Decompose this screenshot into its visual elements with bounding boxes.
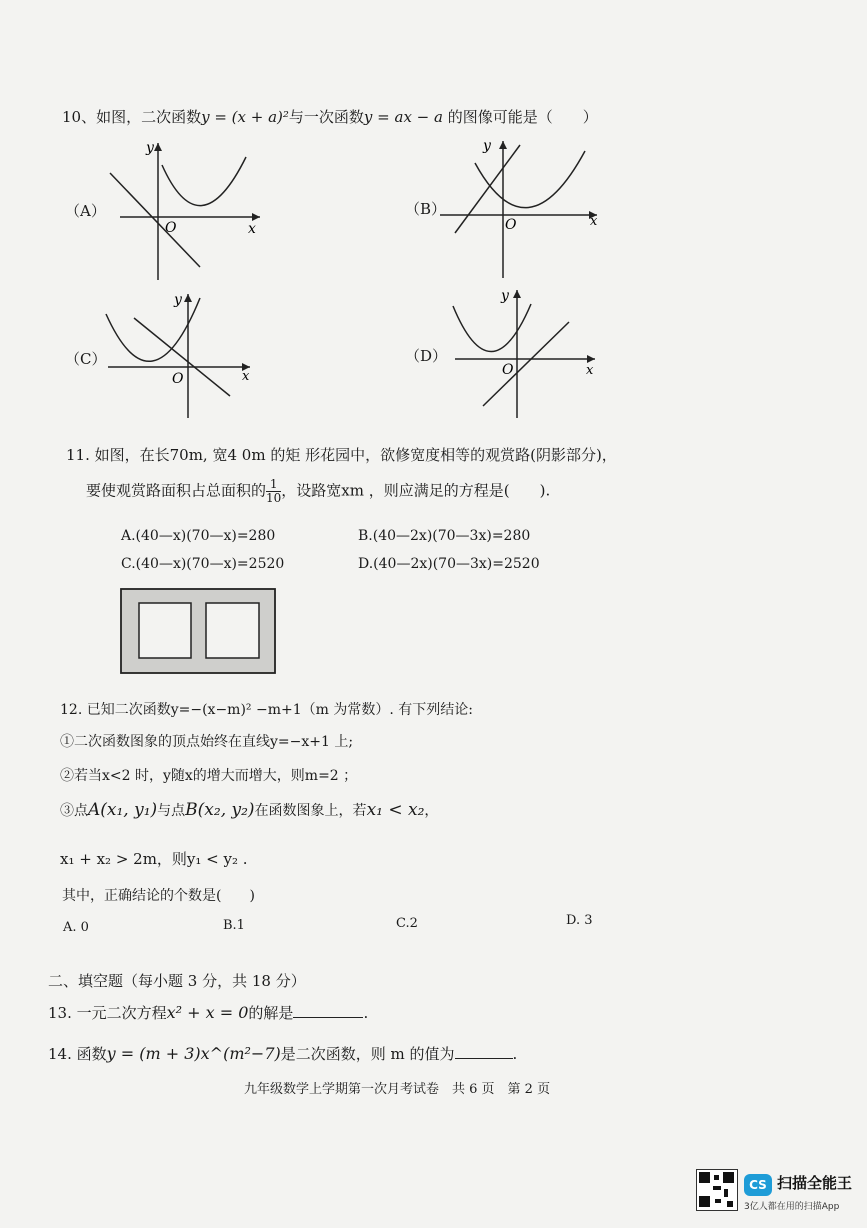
q12-option-b: B.1 [223,918,245,933]
axis-y-label: y [146,140,154,156]
axis-y-label: y [483,138,491,154]
axis-y-label: y [174,292,182,308]
q11-option-d: D.(40—2x)(70—3x)=2520 [358,556,540,572]
q11-option-b: B.(40—2x)(70—3x)=280 [358,528,531,544]
axis-y-label: y [501,288,509,304]
q10-formula-linear: y = ax − a [363,108,443,126]
origin-label: O [502,362,514,378]
origin-label: O [505,217,517,233]
q12-option-d: D. 3 [566,913,593,928]
q10-option-a-label: （A） [65,202,106,220]
origin-label: O [172,371,184,387]
origin-label: O [165,220,177,236]
q10-option-c-label: （C） [65,350,107,368]
q11-line1: 11. 如图，在长70m, 宽4 0m 的矩 形花园中，欲修宽度相等的观赏路(阴影部分)， [66,446,617,464]
q11-garden-figure [120,588,278,676]
axis-x-label: x [590,214,598,229]
q11-option-a: A.(40—x)(70—x)=280 [121,528,276,544]
q10-option-b-label: （B） [405,200,447,218]
q10-graph-d [445,286,605,421]
scanner-brand: 扫描全能王 [777,1174,853,1192]
q12-conclusion-3-line2: x₁ + x₂ > 2m，则y₁ < y₂ . [60,850,248,868]
q12-conclusion-1: ①二次函数图象的顶点始终在直线y=−x+1 上; [60,734,354,750]
q12-conclusion-2: ②若当x<2 时，y随x的增大而增大，则m=2 ； [60,768,358,784]
q10-graph-c [100,288,260,423]
q10-stem: 10、如图，二次函数y = (x + a)²与一次函数y = ax − a 的图像可能是（ ） [62,108,598,126]
q12-ask: 其中，正确结论的个数是( ) [62,888,255,904]
section-2-title: 二、填空题（每小题 3 分，共 18 分） [48,972,306,990]
q12-option-c: C.2 [396,916,418,931]
axis-x-label: x [248,221,256,237]
qr-code-icon [696,1169,738,1211]
page-footer: 九年级数学上学期第一次月考试卷 共 6 页 第 2 页 [244,1082,551,1097]
q14-answer-blank [455,1044,513,1059]
q14-equation: y = (m + 3)x^(m²−7) [106,1044,281,1063]
q12-option-a: A. 0 [63,920,89,935]
q14: 14. 函数y = (m + 3)x^(m²−7)是二次函数，则 m 的值为 . [48,1044,518,1063]
q10-formula-quadratic: y = (x + a)² [201,108,289,126]
q10-graph-b [435,133,605,283]
q13: 13. 一元二次方程x² + x = 0的解是 . [48,1003,369,1022]
q12-stem: 12. 已知二次函数y=−(x−m)² −m+1（m 为常数）. 有下列结论: [60,702,473,718]
q12-conclusion-3: ③点A(x₁, y₁)与点B(x₂, y₂)在函数图象上，若x₁ < x₂， [60,800,439,820]
q13-answer-blank [293,1003,363,1018]
camscanner-logo-icon: CS [744,1174,772,1196]
scanner-tagline: 3亿人都在用的扫描App [744,1202,840,1212]
q11-option-c: C.(40—x)(70—x)=2520 [121,556,285,572]
q13-equation: x² + x = 0 [166,1003,249,1022]
q11-line2: 要使观赏路面积占总面积的 $\frac{1}{10}$ ，设路宽xm ，则应满足的方程是( ). [86,477,551,505]
q10-graph-a [100,135,270,285]
q11-fraction: $\frac{1}{10}$ [266,477,282,505]
axis-x-label: x [242,369,250,384]
axis-x-label: x [586,363,594,378]
q10-option-d-label: （D） [405,347,448,365]
